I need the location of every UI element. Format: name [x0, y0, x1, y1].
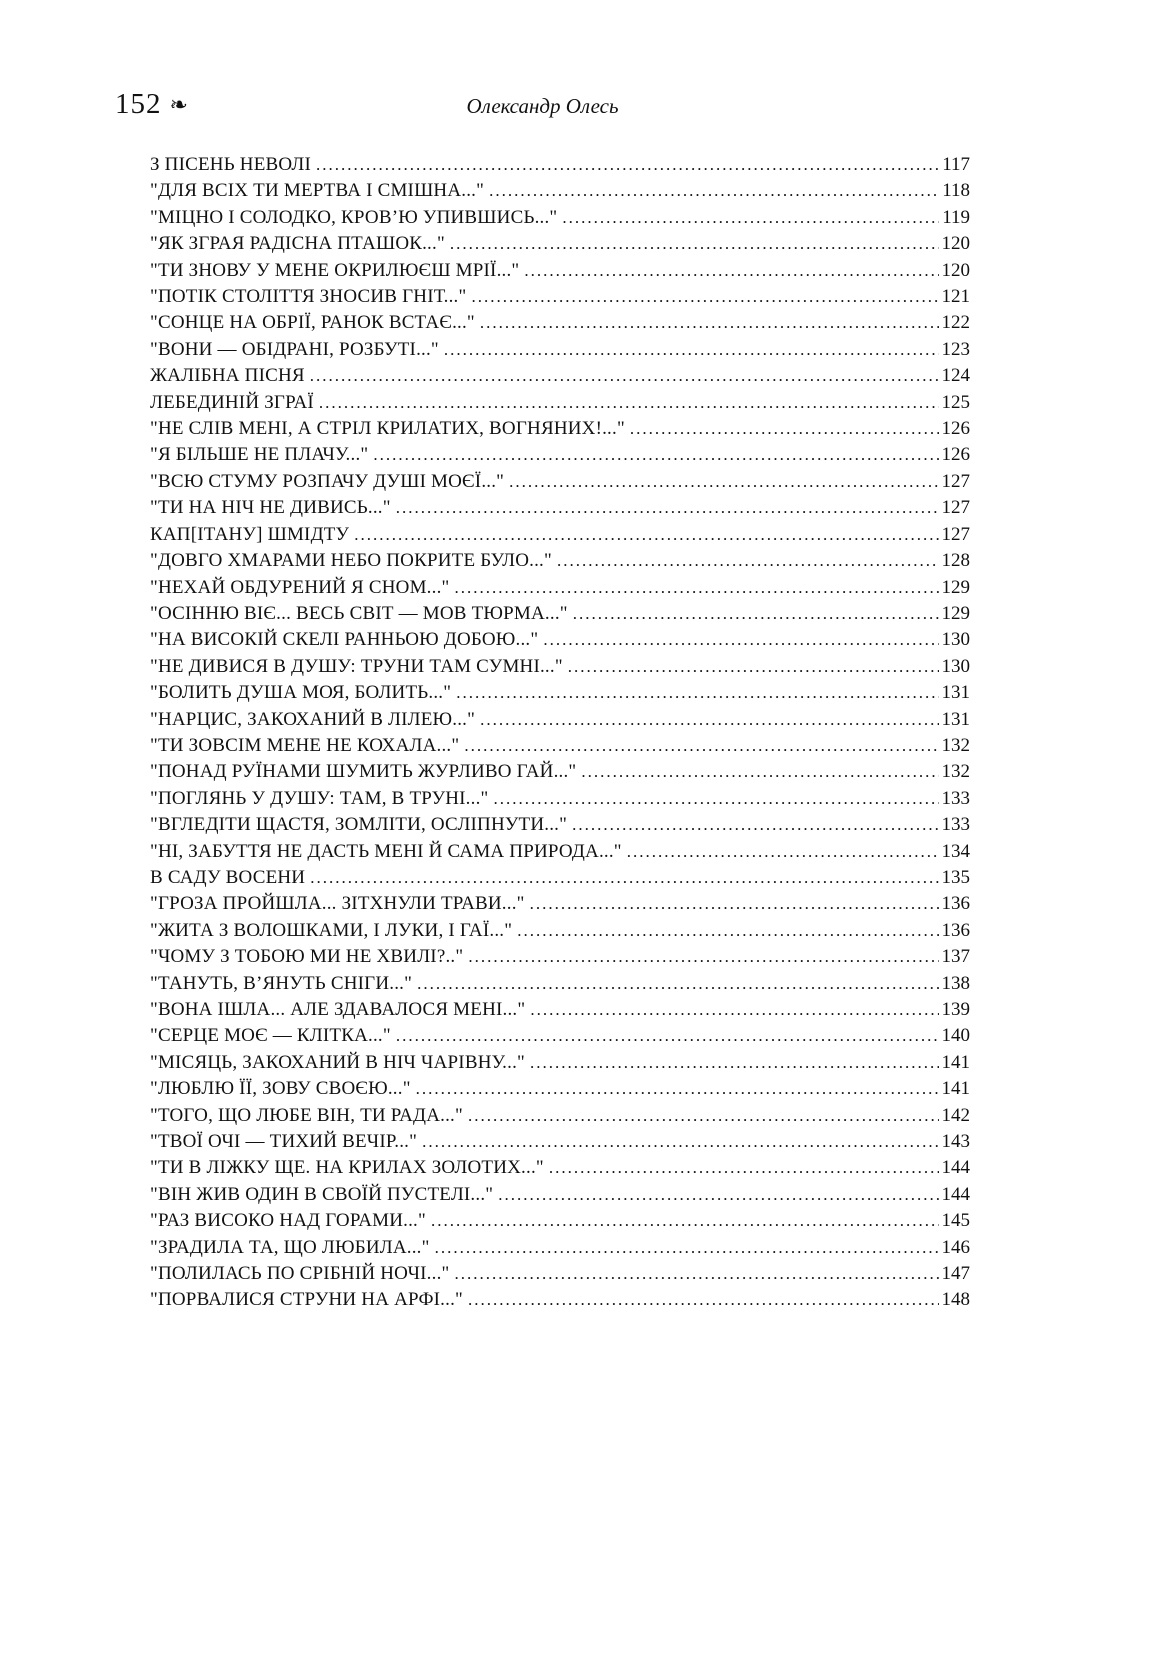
- toc-entry: [150, 1287, 970, 1313]
- toc-entry: [150, 522, 970, 548]
- toc-entry: [150, 680, 970, 706]
- toc-entry-title: "ВСЮ СТУМУ РОЗПАЧУ ДУШІ МОЄЇ...": [150, 470, 505, 492]
- dot-leader: [354, 522, 938, 548]
- toc-entry-title: "ОСІННЮ ВІЄ... ВЕСЬ СВІТ — МОВ ТЮРМА...": [150, 602, 568, 624]
- toc-entry: [150, 601, 970, 627]
- toc-entry-title: "ПОЛИЛАСЬ ПО СРІБНІЙ НОЧІ...": [150, 1263, 450, 1285]
- toc-entry-title: "ПОНАД РУЇНАМИ ШУМИТЬ ЖУРЛИВО ГАЙ...": [150, 761, 577, 783]
- toc-entry-page: 132: [941, 761, 970, 783]
- toc-entry-title: "НАРЦИС, ЗАКОХАНИЙ В ЛІЛЕЮ...": [150, 708, 476, 730]
- toc-entry-page: 139: [941, 999, 970, 1020]
- dot-leader: [480, 707, 938, 733]
- toc-entry-title: "НЕ СЛІВ МЕНІ, А СТРІЛ КРИЛАТИХ, ВОГНЯНИХ!...": [150, 418, 625, 440]
- toc-entry-page: 146: [941, 1236, 970, 1258]
- toc-entry: [150, 1050, 970, 1076]
- dot-leader: [524, 258, 938, 284]
- dot-leader: [468, 1103, 939, 1129]
- dot-leader: [489, 178, 939, 204]
- toc-entry-title: "ТИ ЗНОВУ У МЕНЕ ОКРИЛЮЄШ МРІЇ...": [150, 259, 520, 281]
- dot-leader: [422, 1129, 938, 1155]
- dot-leader: [471, 284, 938, 310]
- toc-entry: [150, 707, 970, 733]
- toc-entry: [150, 363, 970, 389]
- toc-entry-title: "РАЗ ВИСОКО НАД ГОРАМИ...": [150, 1210, 426, 1232]
- toc-entry-page: 121: [941, 286, 970, 308]
- toc-entry-title: "НІ, ЗАБУТТЯ НЕ ДАСТЬ МЕНІ Й САМА ПРИРОДА...": [150, 840, 622, 862]
- toc-entry-page: 127: [941, 523, 970, 545]
- toc-entry-title: "ПОТІК СТОЛІТТЯ ЗНОСИВ ГНІТ...": [150, 286, 467, 308]
- dot-leader: [498, 1182, 938, 1208]
- dot-leader: [630, 416, 939, 442]
- toc-entry-title: "ТИ НА НІЧ НЕ ДИВИСЬ...": [150, 497, 391, 519]
- dot-leader: [530, 997, 938, 1023]
- dot-leader: [468, 944, 938, 970]
- toc-entry-page: 130: [941, 655, 970, 677]
- toc-entry-page: 126: [941, 418, 970, 440]
- dot-leader: [517, 918, 938, 944]
- toc-entry-page: 133: [941, 787, 970, 809]
- dot-leader: [444, 337, 939, 363]
- toc-entry-title: "ТАНУТЬ, В’ЯНУТЬ СНІГИ...": [150, 972, 413, 994]
- toc-entry: [150, 1155, 970, 1181]
- toc-entry: [150, 654, 970, 680]
- toc-entry: [150, 891, 970, 917]
- dot-leader: [530, 1050, 939, 1076]
- toc-entry-page: 130: [941, 629, 970, 651]
- toc-entry-title: "НЕХАЙ ОБДУРЕНИЙ Я СНОМ...": [150, 576, 450, 598]
- toc-entry: [150, 1235, 970, 1261]
- toc-entry-page: 148: [941, 1289, 970, 1311]
- toc-entry-page: 144: [941, 1157, 970, 1179]
- toc-entry-title: "ЛЮБЛЮ ЇЇ, ЗОВУ СВОЄЮ...": [150, 1078, 411, 1100]
- toc-entry-page: 143: [941, 1131, 970, 1153]
- dot-leader: [319, 390, 939, 416]
- toc-entry-title: "БОЛИТЬ ДУША МОЯ, БОЛИТЬ...": [150, 682, 452, 704]
- dot-leader: [396, 1023, 939, 1049]
- toc-entry-title: "ВГЛЕДІТИ ЩАСТЯ, ЗОМЛІТИ, ОСЛІПНУТИ...": [150, 814, 568, 836]
- toc-entry-page: 136: [941, 893, 970, 915]
- toc-entry: [150, 575, 970, 601]
- toc-entry: [150, 178, 970, 204]
- toc-entry-title: "ЗРАДИЛА ТА, ЩО ЛЮБИЛА...": [150, 1236, 430, 1258]
- toc-entry-page: 131: [941, 708, 970, 730]
- toc-entry-title: "ВОНИ — ОБІДРАНІ, РОЗБУТІ...": [150, 338, 439, 360]
- toc-entry-title: "МІЦНО І СОЛОДКО, КРОВ’Ю УПИВШИСЬ...": [150, 206, 558, 228]
- toc-entry-title: "ТИ В ЛІЖКУ ЩЕ. НА КРИЛАХ ЗОЛОТИХ...": [150, 1157, 544, 1179]
- toc-entry: [150, 944, 970, 970]
- running-title: Олександр Олесь: [466, 94, 619, 118]
- toc-entry-title: "ДОВГО ХМАРАМИ НЕБО ПОКРИТЕ БУЛО...": [150, 550, 552, 572]
- toc-entry: [150, 1076, 970, 1102]
- toc-entry-page: 129: [941, 602, 970, 624]
- toc-entry-title: "Я БІЛЬШЕ НЕ ПЛАЧУ...": [150, 444, 369, 466]
- toc-entry: [150, 495, 970, 521]
- toc-entry: [150, 390, 970, 416]
- toc-entry: [150, 733, 970, 759]
- dot-leader: [455, 1261, 939, 1287]
- toc-entry-title: "ТВОЇ ОЧІ — ТИХИЙ ВЕЧІР...": [150, 1131, 418, 1153]
- toc-entry: [150, 1182, 970, 1208]
- toc-entry: [150, 548, 970, 574]
- toc-entry: [150, 205, 970, 231]
- toc-entry: [150, 997, 970, 1023]
- toc-entry-title: ЛЕБЕДИНІЙ ЗГРАЇ: [150, 391, 314, 413]
- toc-entry-title: "НЕ ДИВИСЯ В ДУШУ: ТРУНИ ТАМ СУМНІ...": [150, 655, 563, 677]
- toc-entry-page: 128: [941, 550, 970, 572]
- toc-entry-page: 120: [941, 233, 970, 255]
- dot-leader: [530, 891, 939, 917]
- dot-leader: [568, 654, 939, 680]
- dot-leader: [416, 1076, 939, 1102]
- dot-leader: [310, 363, 939, 389]
- toc-entry-page: 136: [941, 919, 970, 941]
- toc-entry-title: ЖАЛІБНА ПІСНЯ: [150, 365, 305, 387]
- toc-entry-title: "ГРОЗА ПРОЙШЛА... ЗІТХНУЛИ ТРАВИ...": [150, 893, 525, 915]
- dot-leader: [396, 495, 939, 521]
- toc-entry-page: 133: [941, 814, 970, 836]
- toc-entry: [150, 442, 970, 468]
- dot-leader: [417, 971, 938, 997]
- toc-entry-page: 141: [941, 1078, 970, 1100]
- dot-leader: [373, 442, 938, 468]
- dot-leader: [480, 310, 939, 336]
- toc-entry-title: "НА ВИСОКІЙ СКЕЛІ РАННЬОЮ ДОБОЮ...": [150, 629, 539, 651]
- toc-entry: [150, 231, 970, 257]
- toc-entry: [150, 839, 970, 865]
- toc-entry-page: 140: [941, 1025, 970, 1047]
- dot-leader: [573, 601, 939, 627]
- toc-entry-page: 123: [941, 338, 970, 360]
- toc-entry-title: В САДУ ВОСЕНИ: [150, 866, 306, 888]
- toc-entry-page: 137: [941, 946, 970, 968]
- toc-entry-page: 127: [941, 497, 970, 519]
- toc-entry-title: "ЧОМУ З ТОБОЮ МИ НЕ ХВИЛІ?..": [150, 946, 464, 968]
- toc-entry-title: "ДЛЯ ВСІХ ТИ МЕРТВА І СМІШНА...": [150, 180, 485, 202]
- toc-entry: [150, 284, 970, 310]
- toc-entry-page: 134: [941, 840, 970, 862]
- dot-leader: [627, 839, 939, 865]
- toc-entry-title: "ВОНА ІШЛА... АЛЕ ЗДАВАЛОСЯ МЕНІ...": [150, 999, 526, 1020]
- dot-leader: [557, 548, 939, 574]
- toc-entry-page: 127: [941, 470, 970, 492]
- toc-entry-title: "ЖИТА З ВОЛОШКАМИ, І ЛУКИ, І ГАЇ...": [150, 919, 513, 941]
- toc-entry-title: КАП[ІТАНУ] ШМІДТУ: [150, 523, 350, 545]
- toc-entry-page: 144: [941, 1183, 970, 1205]
- toc-entry-title: "ПОРВАЛИСЯ СТРУНИ НА АРФІ...": [150, 1289, 463, 1311]
- toc-entry-page: 119: [942, 206, 970, 228]
- toc-entry: [150, 627, 970, 653]
- toc-entry: [150, 1103, 970, 1129]
- toc-entry-title: "ТИ ЗОВСІМ МЕНЕ НЕ КОХАЛА...": [150, 734, 460, 756]
- dot-leader: [464, 733, 938, 759]
- toc-entry: [150, 812, 970, 838]
- dot-leader: [454, 575, 938, 601]
- toc-entry-page: 129: [941, 576, 970, 598]
- dot-leader: [549, 1155, 939, 1181]
- toc-entry-page: 126: [941, 444, 970, 466]
- toc-entry: [150, 865, 970, 891]
- toc-entry-page: 122: [941, 312, 970, 334]
- dot-leader: [310, 865, 938, 891]
- toc-entry-title: "МІСЯЦЬ, ЗАКОХАНИЙ В НІЧ ЧАРІВНУ...": [150, 1051, 525, 1073]
- toc-entry: [150, 258, 970, 284]
- dot-leader: [431, 1208, 939, 1234]
- toc-entry-page: 118: [942, 180, 970, 202]
- toc-entry-page: 147: [941, 1263, 970, 1285]
- toc-entry-title: "СОНЦЕ НА ОБРІЇ, РАНОК ВСТАЄ...": [150, 312, 475, 334]
- toc-entry: [150, 1261, 970, 1287]
- toc-entry: [150, 786, 970, 812]
- fleuron-icon: ❧: [169, 92, 188, 117]
- toc-entry-page: 120: [941, 259, 970, 281]
- toc-entry-title: "ТОГО, ЩО ЛЮБЕ ВІН, ТИ РАДА...": [150, 1104, 463, 1126]
- toc-entry-page: 124: [941, 365, 970, 387]
- toc-entry-title: "ПОГЛЯНЬ У ДУШУ: ТАМ, В ТРУНІ...": [150, 787, 489, 809]
- toc-entry-page: 117: [942, 154, 970, 175]
- dot-leader: [435, 1235, 939, 1261]
- page-number: 152: [115, 88, 162, 120]
- dot-leader: [316, 152, 939, 178]
- dot-leader: [456, 680, 938, 706]
- toc-entry: [150, 759, 970, 785]
- dot-leader: [572, 812, 938, 838]
- toc-entry: [150, 337, 970, 363]
- toc-entry: [150, 469, 970, 495]
- dot-leader: [450, 231, 939, 257]
- toc-entry-title: "СЕРЦЕ МОЄ — КЛІТКА...": [150, 1025, 391, 1047]
- toc-entry: [150, 310, 970, 336]
- dot-leader: [468, 1287, 939, 1313]
- toc-entry-page: 131: [941, 682, 970, 704]
- toc-entry-page: 142: [941, 1104, 970, 1126]
- toc-entry-page: 135: [941, 866, 970, 888]
- dot-leader: [493, 786, 938, 812]
- toc-entry: [150, 1023, 970, 1049]
- dot-leader: [509, 469, 938, 495]
- dot-leader: [562, 205, 939, 231]
- toc-list: [150, 152, 970, 1314]
- toc-entry: [150, 1208, 970, 1234]
- toc-entry-page: 132: [941, 734, 970, 756]
- page-header: [115, 88, 970, 128]
- toc-entry-title: "ЯК ЗГРАЯ РАДІСНА ПТАШОК...": [150, 233, 445, 255]
- toc-entry-title: "ВІН ЖИВ ОДИН В СВОЇЙ ПУСТЕЛІ...": [150, 1183, 494, 1205]
- toc-entry-page: 125: [941, 391, 970, 413]
- toc-entry-page: 145: [941, 1210, 970, 1232]
- toc-entry: [150, 152, 970, 178]
- toc-entry: [150, 918, 970, 944]
- toc-entry: [150, 416, 970, 442]
- dot-leader: [581, 759, 938, 785]
- toc-entry-page: 138: [941, 972, 970, 994]
- toc-entry: [150, 971, 970, 997]
- toc-entry-title: З ПІСЕНЬ НЕВОЛІ: [150, 154, 311, 175]
- toc-entry-page: 141: [941, 1051, 970, 1073]
- toc-entry: [150, 1129, 970, 1155]
- dot-leader: [543, 627, 938, 653]
